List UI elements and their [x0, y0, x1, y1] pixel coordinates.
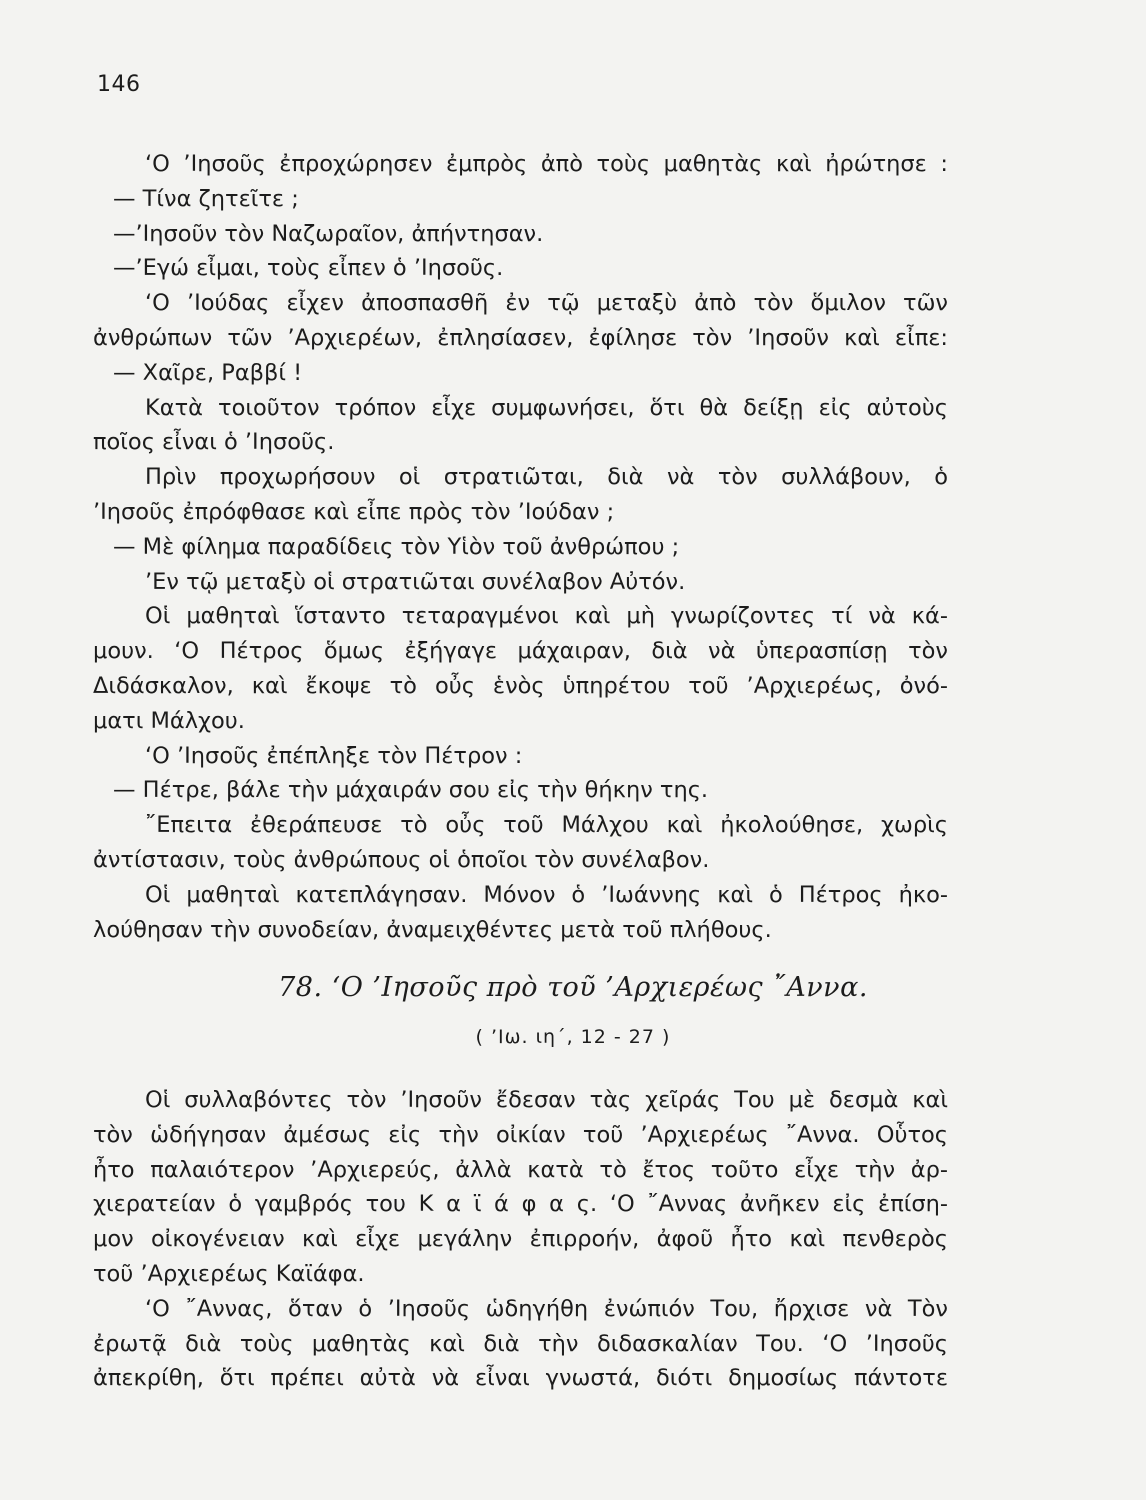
- text-line: — Χαῖρε, Ραββί !: [113, 359, 303, 386]
- text-line: Οἱ μαθηταὶ ἵσταντο τεταραγμένοι καὶ μὴ γνωρίζοντες τί νὰ κά-: [145, 603, 948, 630]
- text-line: — Πέτρε, βάλε τὴν μάχαιράν σου εἰς τὴν θήκην της.: [113, 777, 709, 804]
- text-line: ἀνθρώπων τῶν ’Αρχιερέων, ἐπλησίασεν, ἐφίλησε τὸν ’Ιησοῦν καὶ εἶπε:: [93, 324, 948, 351]
- text-line: ἀντίστασιν, τοὺς ἀνθρώπους οἱ ὁποῖοι τὸν συνέλαβον.: [93, 846, 710, 873]
- text-line: χιερατείαν ὁ γαμβρός του Κ α ϊ ά φ α ς. ‘Ο ῎Αννας ἀνῆκεν εἰς ἐπίση-: [93, 1191, 948, 1218]
- text-line: Διδάσκαλον, καὶ ἔκοψε τὸ οὖς ἑνὸς ὑπηρέτου τοῦ ’Αρχιερέως, ὀνό-: [93, 672, 948, 699]
- chapter-body: [93, 1083, 948, 1396]
- text-line: ματι Μάλχου.: [93, 707, 245, 734]
- narrative-section: [93, 147, 948, 947]
- text-line: μον οἰκογένειαν καὶ εἶχε μεγάλην ἐπιρροήν, ἀφοῦ ἦτο καὶ πενθερὸς: [93, 1226, 948, 1253]
- page-number: 146: [97, 72, 141, 97]
- text-line: ἐρωτᾷ διὰ τοὺς μαθητὰς καὶ διὰ τὴν διδασκαλίαν Του. ‘Ο ’Ιησοῦς: [93, 1330, 948, 1357]
- text-line: ‘Ο ῎Αννας, ὅταν ὁ ’Ιησοῦς ὡδηγήθη ἐνώπιόν Του, ἤρχισε νὰ Τὸν: [145, 1295, 948, 1322]
- text-line: ῎Επειτα ἐθεράπευσε τὸ οὖς τοῦ Μάλχου καὶ ἠκολούθησε, χωρὶς: [145, 812, 948, 839]
- text-line: — Τίνα ζητεῖτε ;: [113, 185, 299, 212]
- text-line: ἦτο παλαιότερον ’Αρχιερεύς, ἀλλὰ κατὰ τὸ ἔτος τοῦτο εἶχε τὴν ἀρ-: [93, 1156, 948, 1183]
- text-line: —’Ιησοῦν τὸν Ναζωραῖον, ἀπήντησαν.: [113, 220, 544, 247]
- text-line: ‘Ο ’Ιούδας εἶχεν ἀποσπασθῆ ἐν τῷ μεταξὺ ἀπὸ τὸν ὅμιλον τῶν: [145, 290, 948, 317]
- chapter-heading: 78. ‘Ο ’Ιησοῦς πρὸ τοῦ ’Αρχιερέως ῎Αννα.: [278, 972, 868, 1003]
- text-line: ’Εν τῷ μεταξὺ οἱ στρατιῶται συνέλαβον Αὐτόν.: [145, 568, 686, 595]
- text-line: ‘Ο ’Ιησοῦς ἐπροχώρησεν ἐμπρὸς ἀπὸ τοὺς μαθητὰς καὶ ἠρώτησε :: [145, 151, 948, 177]
- text-line: — Μὲ φίλημα παραδίδεις τὸν Υἱὸν τοῦ ἀνθρώπου ;: [113, 533, 680, 560]
- text-line: μουν. ‘Ο Πέτρος ὅμως ἐξήγαγε μάχαιραν, διὰ νὰ ὑπερασπίσῃ τὸν: [93, 638, 948, 665]
- text-line: ’Ιησοῦς ἐπρόφθασε καὶ εἶπε πρὸς τὸν ’Ιούδαν ;: [93, 498, 615, 525]
- text-line: Οἱ συλλαβόντες τὸν ’Ιησοῦν ἔδεσαν τὰς χεῖράς Του μὲ δεσμὰ καὶ: [145, 1087, 948, 1113]
- scripture-reference: ( ’Ιω. ιη΄, 12 - 27 ): [475, 1026, 671, 1048]
- text-line: ποῖος εἶναι ὁ ’Ιησοῦς.: [93, 429, 335, 456]
- text-line: Οἱ μαθηταὶ κατεπλάγησαν. Μόνον ὁ ’Ιωάννης καὶ ὁ Πέτρος ἠκο-: [145, 881, 948, 908]
- text-line: Κατὰ τοιοῦτον τρόπον εἶχε συμφωνήσει, ὅτι θὰ δείξῃ εἰς αὐτοὺς: [145, 394, 948, 421]
- text-line: ‘Ο ’Ιησοῦς ἐπέπληξε τὸν Πέτρον :: [145, 742, 523, 769]
- text-line: ἀπεκρίθη, ὅτι πρέπει αὐτὰ νὰ εἶναι γνωστά, διότι δημοσίως πάντοτε: [93, 1365, 948, 1392]
- text-line: λούθησαν τὴν συνοδείαν, ἀναμειχθέντες μετὰ τοῦ πλήθους.: [93, 916, 772, 943]
- text-line: τοῦ ’Αρχιερέως Καϊάφα.: [93, 1260, 365, 1287]
- text-line: Πρὶν προχωρήσουν οἱ στρατιῶται, διὰ νὰ τὸν συλλάβουν, ὁ: [145, 464, 948, 491]
- text-line: —’Εγώ εἶμαι, τοὺς εἶπεν ὁ ’Ιησοῦς.: [113, 255, 504, 282]
- text-line: τὸν ὡδήγησαν ἀμέσως εἰς τὴν οἰκίαν τοῦ ’Αρχιερέως ῎Αννα. Οὗτος: [93, 1121, 948, 1148]
